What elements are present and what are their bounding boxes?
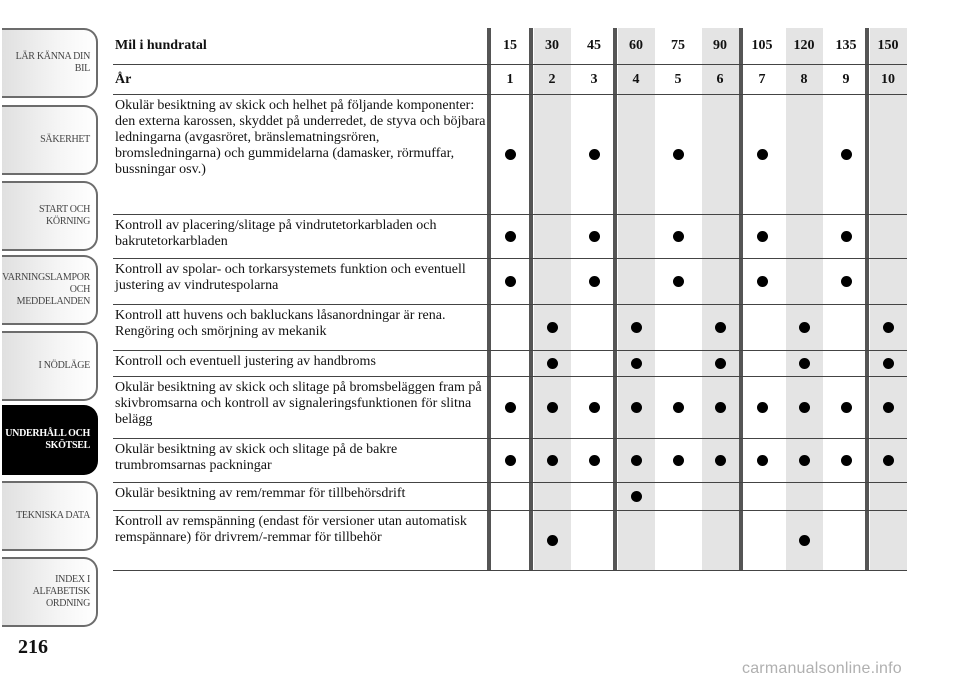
chapter-tab-label: TEKNISKA DATA <box>16 510 90 521</box>
chapter-tab[interactable] <box>2 181 98 251</box>
chapter-tab-label: LÄR KÄNNA DIN BIL <box>15 51 90 74</box>
service-mark-dot <box>505 149 516 160</box>
service-mark-dot <box>841 402 852 413</box>
service-mark-dot <box>673 276 684 287</box>
service-mark-dot <box>799 535 810 546</box>
row-label: Okulär besiktning av rem/remmar för tillbehörsdrift <box>115 486 406 501</box>
service-mark-dot <box>841 149 852 160</box>
table-row <box>113 438 907 483</box>
service-mark-dot <box>589 276 600 287</box>
header-miles-cell: 45 <box>587 38 601 53</box>
service-mark-dot <box>799 455 810 466</box>
chapter-tab[interactable] <box>2 481 98 551</box>
service-mark-dot <box>589 149 600 160</box>
service-mark-dot <box>631 491 642 502</box>
header-miles-cell: 30 <box>545 38 559 53</box>
row-label: Okulär besiktning av skick och helhet på följande komponenter: den externa karossen, skyddet på underredet, de styva och böjbara ledningarna (avgasröret, bränslematningsrören, bromsledningarna) och gummidelarna (damasker, rörmuffar, bussningar osv.) <box>115 98 486 177</box>
service-mark-dot <box>799 322 810 333</box>
table-row <box>113 214 907 259</box>
service-mark-dot <box>547 358 558 369</box>
header-miles-cell: 135 <box>835 38 857 53</box>
header-year-cell: 8 <box>800 72 808 87</box>
service-mark-dot <box>841 455 852 466</box>
chapter-tab-label: INDEX I ALFABETISK ORDNING <box>32 574 90 609</box>
header-year-label: År <box>115 72 132 87</box>
service-mark-dot <box>799 402 810 413</box>
header-miles-cell: 15 <box>503 38 517 53</box>
header-miles-cell: 150 <box>877 38 899 53</box>
service-mark-dot <box>799 358 810 369</box>
service-mark-dot <box>883 322 894 333</box>
service-mark-dot <box>715 322 726 333</box>
service-mark-dot <box>715 358 726 369</box>
header-miles-cell: 120 <box>793 38 815 53</box>
service-mark-dot <box>589 231 600 242</box>
service-mark-dot <box>757 149 768 160</box>
service-mark-dot <box>505 402 516 413</box>
header-year-cell: 10 <box>881 72 895 87</box>
service-mark-dot <box>505 231 516 242</box>
service-mark-dot <box>757 231 768 242</box>
chapter-tab[interactable] <box>2 28 98 98</box>
service-mark-dot <box>589 455 600 466</box>
service-mark-dot <box>757 402 768 413</box>
service-mark-dot <box>883 455 894 466</box>
service-mark-dot <box>547 455 558 466</box>
row-label: Okulär besiktning av skick och slitage på bromsbeläggen fram på skivbromsarna och kontroll av signaleringsfunktionen för slitna belägg <box>115 380 482 427</box>
header-miles-cell: 90 <box>713 38 727 53</box>
service-mark-dot <box>631 402 642 413</box>
row-label: Kontroll att huvens och bakluckans låsanordningar är rena. Rengöring och smörjning av mekanik <box>115 308 446 339</box>
table-row <box>113 258 907 305</box>
row-label: Kontroll av remspänning (endast för versioner utan automatisk remspännare) för drivrem/-remmar för tillbehör <box>115 514 467 545</box>
page-number: 216 <box>18 636 48 658</box>
chapter-tab-label: SÄKERHET <box>40 134 90 145</box>
header-year-cell: 9 <box>842 72 850 87</box>
chapter-tab[interactable] <box>2 557 98 627</box>
service-mark-dot <box>841 276 852 287</box>
chapter-tab[interactable] <box>2 255 98 325</box>
service-mark-dot <box>673 231 684 242</box>
header-year-cell: 2 <box>548 72 556 87</box>
chapter-tab-label: VARNINGSLAMPOR OCH MEDDELANDEN <box>2 272 90 307</box>
service-mark-dot <box>547 535 558 546</box>
header-miles-cell: 60 <box>629 38 643 53</box>
row-label: Kontroll av spolar- och torkarsystemets funktion och eventuell justering av vindrutespolarna <box>115 262 466 293</box>
service-mark-dot <box>547 322 558 333</box>
service-mark-dot <box>841 231 852 242</box>
service-mark-dot <box>715 455 726 466</box>
service-mark-dot <box>757 276 768 287</box>
row-label: Okulär besiktning av skick och slitage på de bakre trumbromsarnas packningar <box>115 442 398 473</box>
chapter-tabs <box>0 0 100 640</box>
service-mark-dot <box>631 322 642 333</box>
row-label: Kontroll av placering/slitage på vindrutetorkarbladen och bakrutetorkarbladen <box>115 218 437 249</box>
chapter-tab-label: UNDERHÅLL OCH SKÖTSEL <box>5 428 90 451</box>
service-mark-dot <box>505 455 516 466</box>
header-row-miles <box>113 28 907 65</box>
service-mark-dot <box>883 402 894 413</box>
service-mark-dot <box>547 402 558 413</box>
service-mark-dot <box>715 402 726 413</box>
header-year-cell: 7 <box>758 72 766 87</box>
header-row-year <box>113 64 907 95</box>
header-year-cell: 4 <box>632 72 640 87</box>
header-year-cell: 1 <box>506 72 514 87</box>
chapter-tab[interactable] <box>2 331 98 401</box>
chapter-tab[interactable] <box>2 105 98 175</box>
service-mark-dot <box>673 149 684 160</box>
table-row <box>113 376 907 439</box>
table-row <box>113 350 907 377</box>
service-mark-dot <box>673 402 684 413</box>
service-mark-dot <box>883 358 894 369</box>
header-miles-cell: 105 <box>751 38 773 53</box>
watermark: carmanualsonline.info <box>742 660 902 677</box>
chapter-tab-label: START OCH KÖRNING <box>38 204 90 227</box>
service-mark-dot <box>505 276 516 287</box>
header-miles-cell: 75 <box>671 38 685 53</box>
header-year-cell: 5 <box>674 72 682 87</box>
header-year-cell: 6 <box>716 72 724 87</box>
table-row <box>113 482 907 511</box>
service-mark-dot <box>673 455 684 466</box>
table-row <box>113 510 907 571</box>
header-year-cell: 3 <box>590 72 598 87</box>
chapter-tab[interactable] <box>2 405 98 475</box>
service-mark-dot <box>631 358 642 369</box>
chapter-tab-label: I NÖDLÄGE <box>38 360 90 371</box>
service-mark-dot <box>589 402 600 413</box>
table-row <box>113 94 907 215</box>
service-mark-dot <box>757 455 768 466</box>
row-label: Kontroll och eventuell justering av handbroms <box>115 354 376 369</box>
table-row <box>113 304 907 351</box>
service-mark-dot <box>631 455 642 466</box>
header-miles-label: Mil i hundratal <box>115 38 207 53</box>
